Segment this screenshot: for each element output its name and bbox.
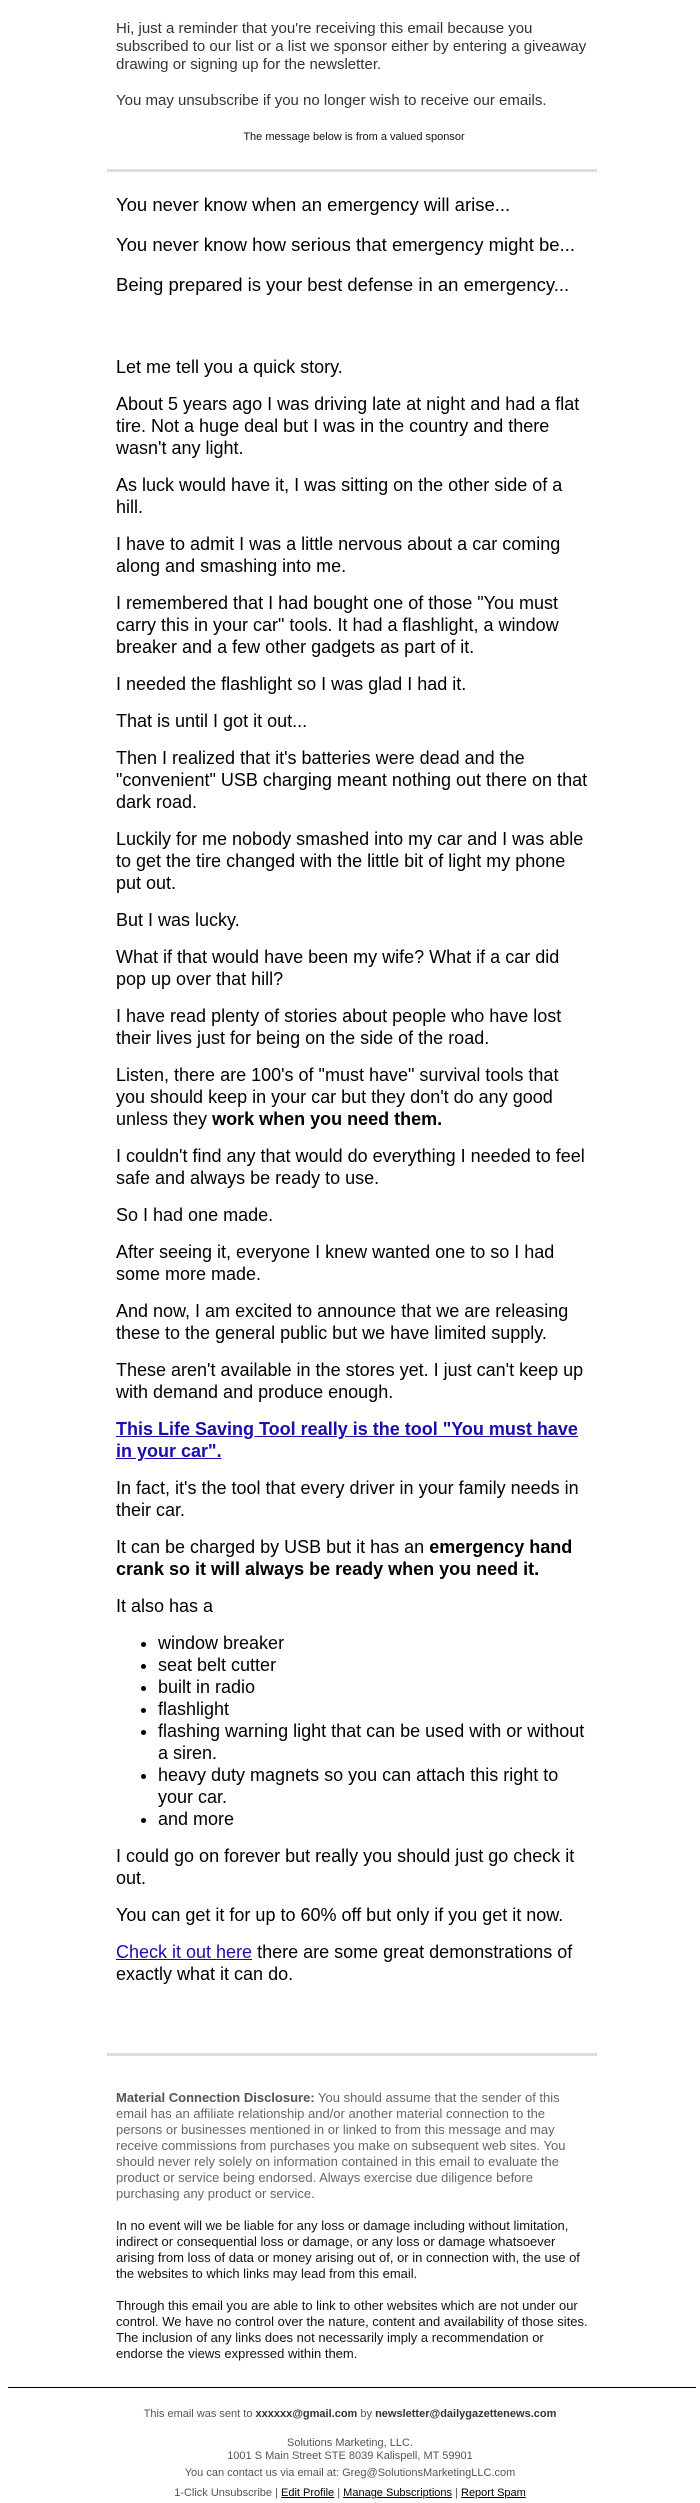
footer-separator — [8, 2387, 696, 2388]
sponsor-note: The message below is from a valued sponsor — [243, 131, 465, 143]
disclosure-label: Material Connection Disclosure: — [116, 2090, 315, 2105]
usb-paragraph — [116, 1536, 592, 1580]
story-paragraph: So I had one made. — [116, 1205, 274, 1225]
story-paragraph: After seeing it, everyone I knew wanted one to so I had some more made. — [116, 1242, 555, 1284]
address: 1001 S Main Street STE 8039 Kalispell, MT 59901 — [227, 2450, 473, 2462]
edit-profile-link[interactable]: Edit Profile — [280, 2487, 335, 2499]
separator: | — [272, 2487, 281, 2499]
story-paragraph: As luck would have it, I was sitting on the other side of a hill. — [116, 475, 563, 517]
story-paragraph: I remembered that I had bought one of those "You must carry this in your car" tools. It had a flashlight, a window breaker and a few other gadgets as part of it. — [116, 593, 559, 657]
discount-paragraph: You can get it for up to 60% off but only if you get it now. — [116, 1905, 564, 1925]
feature-item: • flashlight — [158, 1698, 592, 1720]
email-body — [116, 194, 592, 2000]
feature-item: • seat belt cutter — [158, 1654, 592, 1676]
feature-item: • built in radio — [158, 1676, 592, 1698]
cta-rest: there are some great demonstrations of exactly what it can do. — [116, 1942, 573, 1984]
listen-paragraph — [116, 1064, 592, 1130]
disclosure-text: You should assume that the sender of this email has an affiliate relationship and/or another material connection to the persons or businesses mentioned in or linked to from this message and may receive commissions from purchases you make on subsequent web sites. You should never rely solely on information contained in this email to evaluate the product or service being endorsed. Always exercise due diligence before purchasing any product or service. — [116, 2090, 566, 2201]
unsubscribe-note: You may unsubscribe if you no longer wish to receive our emails. — [116, 92, 547, 109]
feature-item: • heavy duty magnets so you can attach this right to your car. — [158, 1764, 592, 1808]
sent-by: by — [357, 2408, 376, 2420]
lead-line: Being prepared is your best defense in an emergency... — [116, 274, 570, 295]
story-paragraph: Luckily for me nobody smashed into my car and I was able to get the tire changed with the little bit of light my phone put out. — [116, 829, 584, 893]
go-on-paragraph: I could go on forever but really you should just go check it out. — [116, 1846, 575, 1888]
footer-links — [0, 2487, 700, 2500]
report-spam-link[interactable]: Report Spam — [461, 2487, 526, 2499]
usb-text: It can be charged by USB but it has an — [116, 1537, 430, 1557]
listen-text: Listen, there are 100's of "must have" survival tools that you should keep in your car but they don't do any good unless they — [116, 1065, 559, 1129]
listen-bold: work when you need them. — [212, 1109, 443, 1129]
feature-item: • window breaker — [158, 1632, 592, 1654]
story-paragraph: That is until I got it out... — [116, 711, 308, 731]
usb-bold: emergency hand crank so it will always be ready when you need it. — [116, 1537, 573, 1579]
check-it-out-link[interactable]: Check it out here — [116, 1942, 253, 1962]
subscription-notice — [116, 20, 592, 164]
divider-top — [107, 169, 597, 172]
one-click-unsubscribe[interactable]: 1-Click Unsubscribe — [174, 2487, 272, 2499]
company-address — [0, 2437, 700, 2463]
lead-line: You never know when an emergency will arise... — [116, 194, 511, 215]
story-paragraph: What if that would have been my wife? What if a car did pop up over that hill? — [116, 947, 560, 989]
links-note: Through this email you are able to link to other websites which are not under our control. We have no control over the nature, content and availability of those sites. The inclusion of any links does not necessarily imply a recommendation or endorse the views expressed within them. — [116, 2298, 588, 2361]
headline-link[interactable]: This Life Saving Tool really is the tool "You must have in your car". — [116, 1419, 578, 1461]
disclosure — [116, 2090, 592, 2378]
story-paragraph: But I was lucky. — [116, 910, 240, 930]
manage-subscriptions-link[interactable]: Manage Subscriptions — [343, 2487, 453, 2499]
material-disclosure — [116, 2090, 592, 2202]
story-paragraph: And now, I am excited to announce that we are releasing these to the general public but we have limited supply. — [116, 1301, 569, 1343]
story-paragraph: These aren't available in the stores yet. I just can't keep up with demand and produce enough. — [116, 1360, 584, 1402]
story-paragraph: I needed the flashlight so I was glad I had it. — [116, 674, 467, 694]
company-name: Solutions Marketing, LLC. — [287, 2437, 413, 2449]
also-has: It also has a — [116, 1596, 214, 1616]
story-paragraph: I couldn't find any that would do everything I needed to feel safe and always be ready to use. — [116, 1146, 585, 1188]
sent-prefix: This email was sent to — [143, 2408, 256, 2420]
contact-line: You can contact us via email at: Greg@SolutionsMarketingLLC.com — [184, 2467, 516, 2479]
story-paragraph: Let me tell you a quick story. — [116, 357, 343, 377]
feature-item: • and more — [158, 1808, 592, 1830]
separator: | — [334, 2487, 344, 2499]
reminder-text: Hi, just a reminder that you're receiving this email because you subscribed to our list or a list we sponsor either by entering a giveaway drawing or signing up for the newsletter. — [116, 20, 587, 73]
in-fact-paragraph: In fact, it's the tool that every driver in your family needs in their car. — [116, 1478, 579, 1520]
sent-to-line — [0, 2408, 700, 2421]
separator: | — [452, 2487, 461, 2499]
recipient-email: xxxxxx@gmail.com — [255, 2408, 358, 2420]
divider-bottom — [107, 2053, 597, 2056]
story-paragraph: Then I realized that it's batteries were dead and the "convenient" USB charging meant nothing out there on that dark road. — [116, 748, 588, 812]
cta-paragraph — [116, 1941, 592, 1985]
lead-line: You never know how serious that emergency might be... — [116, 234, 575, 255]
lead-lines — [116, 194, 592, 296]
story-paragraph: I have to admit I was a little nervous about a car coming along and smashing into me. — [116, 534, 561, 576]
feature-item: • flashing warning light that can be used with or without a siren. — [158, 1720, 592, 1764]
feature-list — [116, 1632, 592, 1830]
story-paragraph: I have read plenty of stories about people who have lost their lives just for being on the side of the road. — [116, 1006, 562, 1048]
liability-text: In no event will we be liable for any loss or damage including without limitation, indirect or consequential loss or damage, or any loss or damage whatsoever arising from loss of data or money arising out of, or in connection with, the use of the websites to which links may lead from this email. — [116, 2218, 580, 2281]
story-paragraph: About 5 years ago I was driving late at night and had a flat tire. Not a huge deal but I was in the country and there wasn't any light. — [116, 394, 580, 458]
sender-email: newsletter@dailygazettenews.com — [375, 2408, 557, 2420]
